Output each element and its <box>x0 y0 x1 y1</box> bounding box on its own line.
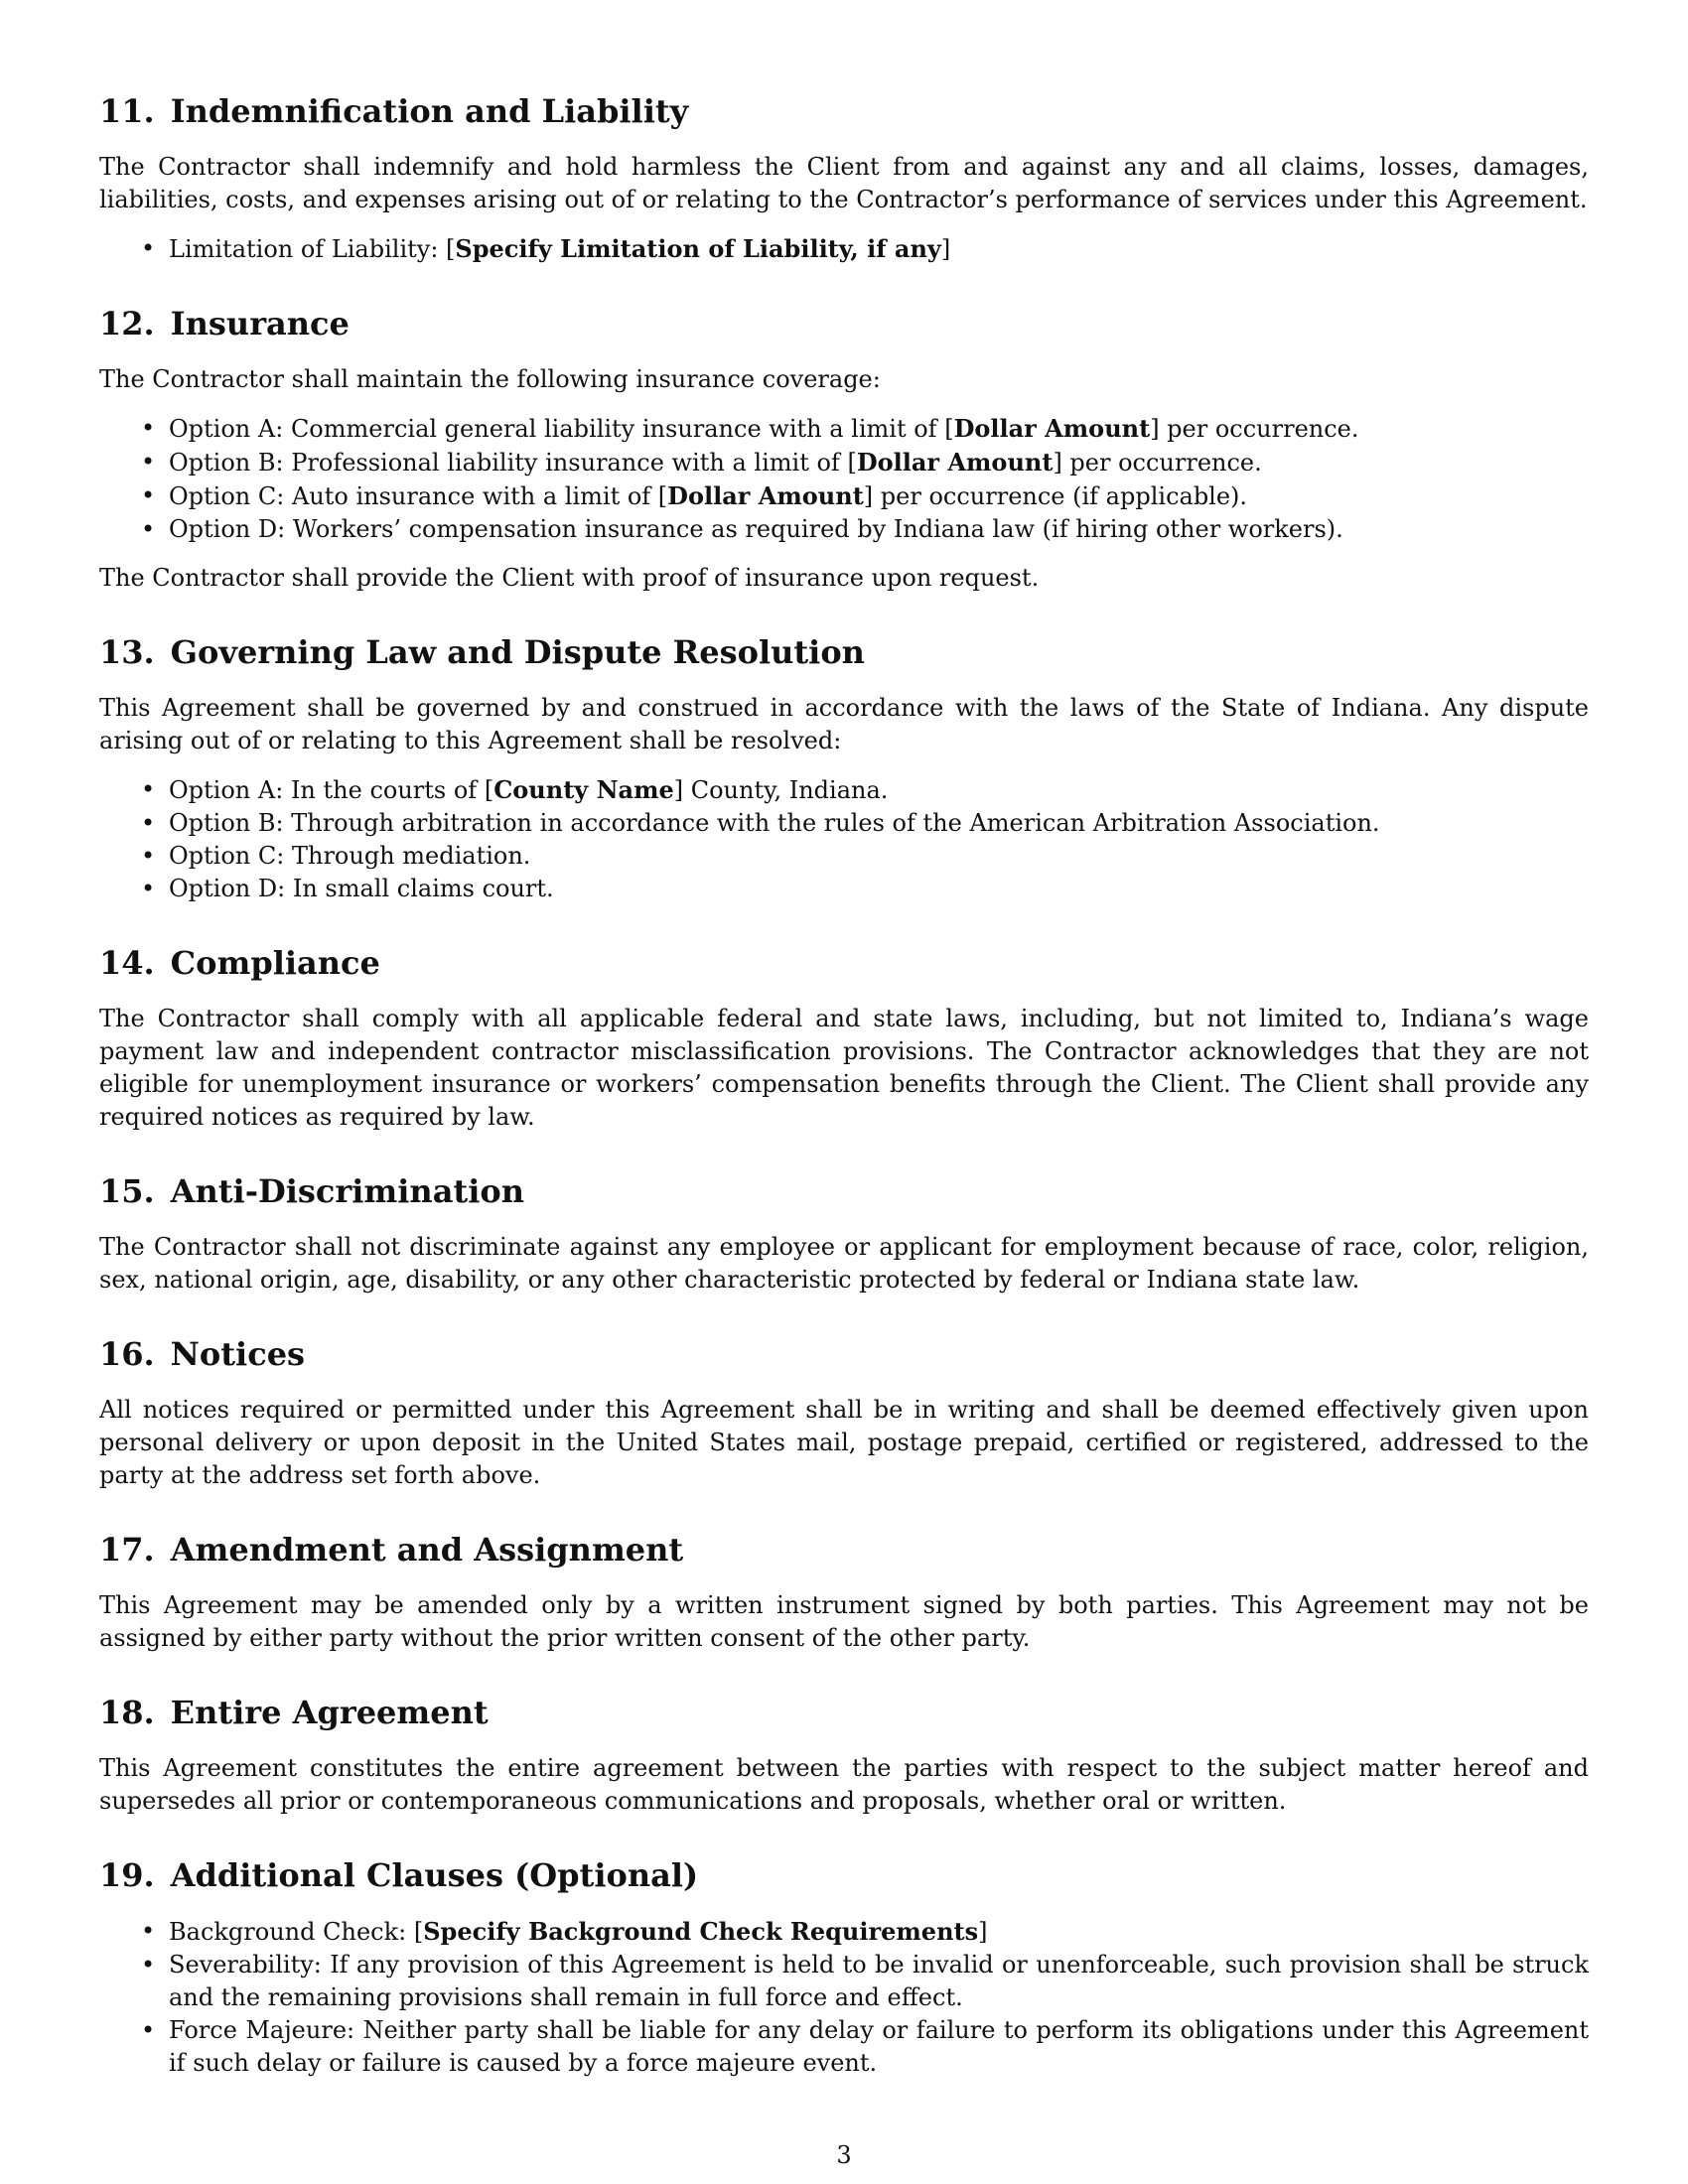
item-text: ] <box>940 235 951 263</box>
section-number: 14. <box>99 944 155 982</box>
placeholder-field: Dollar Amount <box>953 414 1151 443</box>
section-number: 15. <box>99 1172 155 1210</box>
section-heading <box>99 304 1589 343</box>
section-paragraph: The Contractor shall indemnify and hold harmless the Client from and against any and all claims, losses, damages, liabilities, costs, and expenses arising out of or relating to the Contractor’s performance of services under this Agreement. <box>99 153 1589 213</box>
section-title: Entire Agreement <box>170 1694 489 1731</box>
list-item: • Option D: Workers’ compensation insurance as required by Indiana law (if hiring other workers). <box>99 513 1589 546</box>
section-title: Governing Law and Dispute Resolution <box>170 633 865 671</box>
placeholder-field: Specify Background Check Requirements <box>423 1917 979 1946</box>
item-text: ] County, Indiana. <box>673 776 889 804</box>
section-title: Compliance <box>170 944 380 982</box>
item-text: Option A: In the courts of [ <box>169 776 494 804</box>
list-item <box>99 479 1589 513</box>
placeholder-field: County Name <box>493 775 674 804</box>
section-entire-agreement <box>99 1693 1589 1818</box>
list-item: • Option B: Through arbitration in accordance with the rules of the American Arbitration Association. <box>99 807 1589 840</box>
section-additional-clauses <box>99 1855 1589 2080</box>
list-item <box>99 232 1589 266</box>
section-paragraph: The Contractor shall comply with all applicable federal and state laws, including, but not limited to, Indiana’s wage payment law and independent contractor misclassification provisions. The Contractor acknowledges that they are not eligible for unemployment insurance or workers’ compensation benefits through the Client. The Client shall provide any required notices as required by law. <box>99 1005 1589 1131</box>
section-number: 12. <box>99 305 155 342</box>
page-number: 3 <box>836 2141 852 2169</box>
list-item: • Force Majeure: Neither party shall be liable for any delay or failure to perform its obligations under this Agreement if such delay or failure is caused by a force majeure event. <box>99 2014 1589 2080</box>
item-text: Background Check: [ <box>169 1918 424 1946</box>
item-text: Option C: Auto insurance with a limit of [ <box>169 482 668 510</box>
section-insurance <box>99 304 1589 595</box>
section-heading <box>99 1530 1589 1570</box>
section-compliance <box>99 943 1589 1134</box>
bullet-list <box>99 1915 1589 2080</box>
section-paragraph: This Agreement shall be governed by and construed in accordance with the laws of the State of Indiana. Any dispute arising out of or relating to this Agreement shall be resolved: <box>99 694 1589 754</box>
placeholder-field: Dollar Amount <box>667 481 864 510</box>
section-paragraph: This Agreement constitutes the entire agreement between the parties with respect to the subject matter hereof and supersedes all prior or contemporaneous communications and proposals, whether oral or written. <box>99 1754 1589 1815</box>
item-text: ] per occurrence. <box>1150 415 1359 443</box>
section-anti-discrimination <box>99 1171 1589 1297</box>
section-title: Amendment and Assignment <box>170 1531 684 1569</box>
section-title: Additional Clauses (Optional) <box>170 1856 699 1894</box>
section-amendment <box>99 1530 1589 1655</box>
list-item: • Severability: If any provision of this Agreement is held to be invalid or unenforceable, such provision shall be struck and the remaining provisions shall remain in full force and effect. <box>99 1949 1589 2014</box>
section-indemnification <box>99 91 1589 266</box>
bullet-list <box>99 232 1589 266</box>
section-title: Notices <box>170 1335 306 1373</box>
section-paragraph: All notices required or permitted under this Agreement shall be in writing and shall be deemed effectively given upon personal delivery or upon deposit in the United States mail, postage prepaid, certified or registered, addressed to the party at the address set forth above. <box>99 1396 1589 1489</box>
list-item <box>99 446 1589 479</box>
section-heading <box>99 1693 1589 1732</box>
section-number: 16. <box>99 1335 155 1373</box>
section-paragraph: The Contractor shall not discriminate against any employee or applicant for employment because of race, color, religion, sex, national origin, age, disability, or any other characteristic protected by federal or Indiana state law. <box>99 1233 1589 1294</box>
section-paragraph: The Contractor shall maintain the following insurance coverage: <box>99 365 881 393</box>
item-text: Option B: Professional liability insurance with a limit of [ <box>169 449 857 477</box>
list-item <box>99 1915 1589 1949</box>
section-number: 19. <box>99 1856 155 1894</box>
section-number: 17. <box>99 1531 155 1569</box>
list-item <box>99 773 1589 807</box>
item-text: ] per occurrence. <box>1053 449 1262 477</box>
section-heading <box>99 1855 1589 1895</box>
list-item <box>99 412 1589 446</box>
placeholder-field: Specify Limitation of Liability, if any <box>455 234 941 263</box>
section-title: Indemnification and Liability <box>170 92 689 130</box>
bullet-list <box>99 773 1589 905</box>
item-text: Limitation of Liability: [ <box>169 235 456 263</box>
section-heading <box>99 1171 1589 1211</box>
section-title: Insurance <box>170 305 350 342</box>
document-page <box>99 91 1589 2117</box>
section-heading <box>99 91 1589 131</box>
section-notices <box>99 1334 1589 1492</box>
list-item: • Option D: In small claims court. <box>99 873 1589 905</box>
section-paragraph: This Agreement may be amended only by a written instrument signed by both parties. This Agreement may not be assigned by either party without the prior written consent of the other party. <box>99 1591 1589 1652</box>
section-paragraph: The Contractor shall provide the Client with proof of insurance upon request. <box>99 564 1040 592</box>
section-number: 18. <box>99 1694 155 1731</box>
placeholder-field: Dollar Amount <box>856 448 1054 477</box>
section-number: 11. <box>99 92 155 130</box>
list-item: • Option C: Through mediation. <box>99 840 1589 873</box>
item-text: Option A: Commercial general liability insurance with a limit of [ <box>169 415 954 443</box>
section-heading <box>99 943 1589 983</box>
item-text: ] per occurrence (if applicable). <box>863 482 1248 510</box>
section-heading <box>99 632 1589 672</box>
section-heading <box>99 1334 1589 1374</box>
item-text: ] <box>978 1918 988 1946</box>
section-number: 13. <box>99 633 155 671</box>
section-title: Anti-Discrimination <box>170 1172 524 1210</box>
bullet-list <box>99 412 1589 546</box>
section-governing-law <box>99 632 1589 905</box>
